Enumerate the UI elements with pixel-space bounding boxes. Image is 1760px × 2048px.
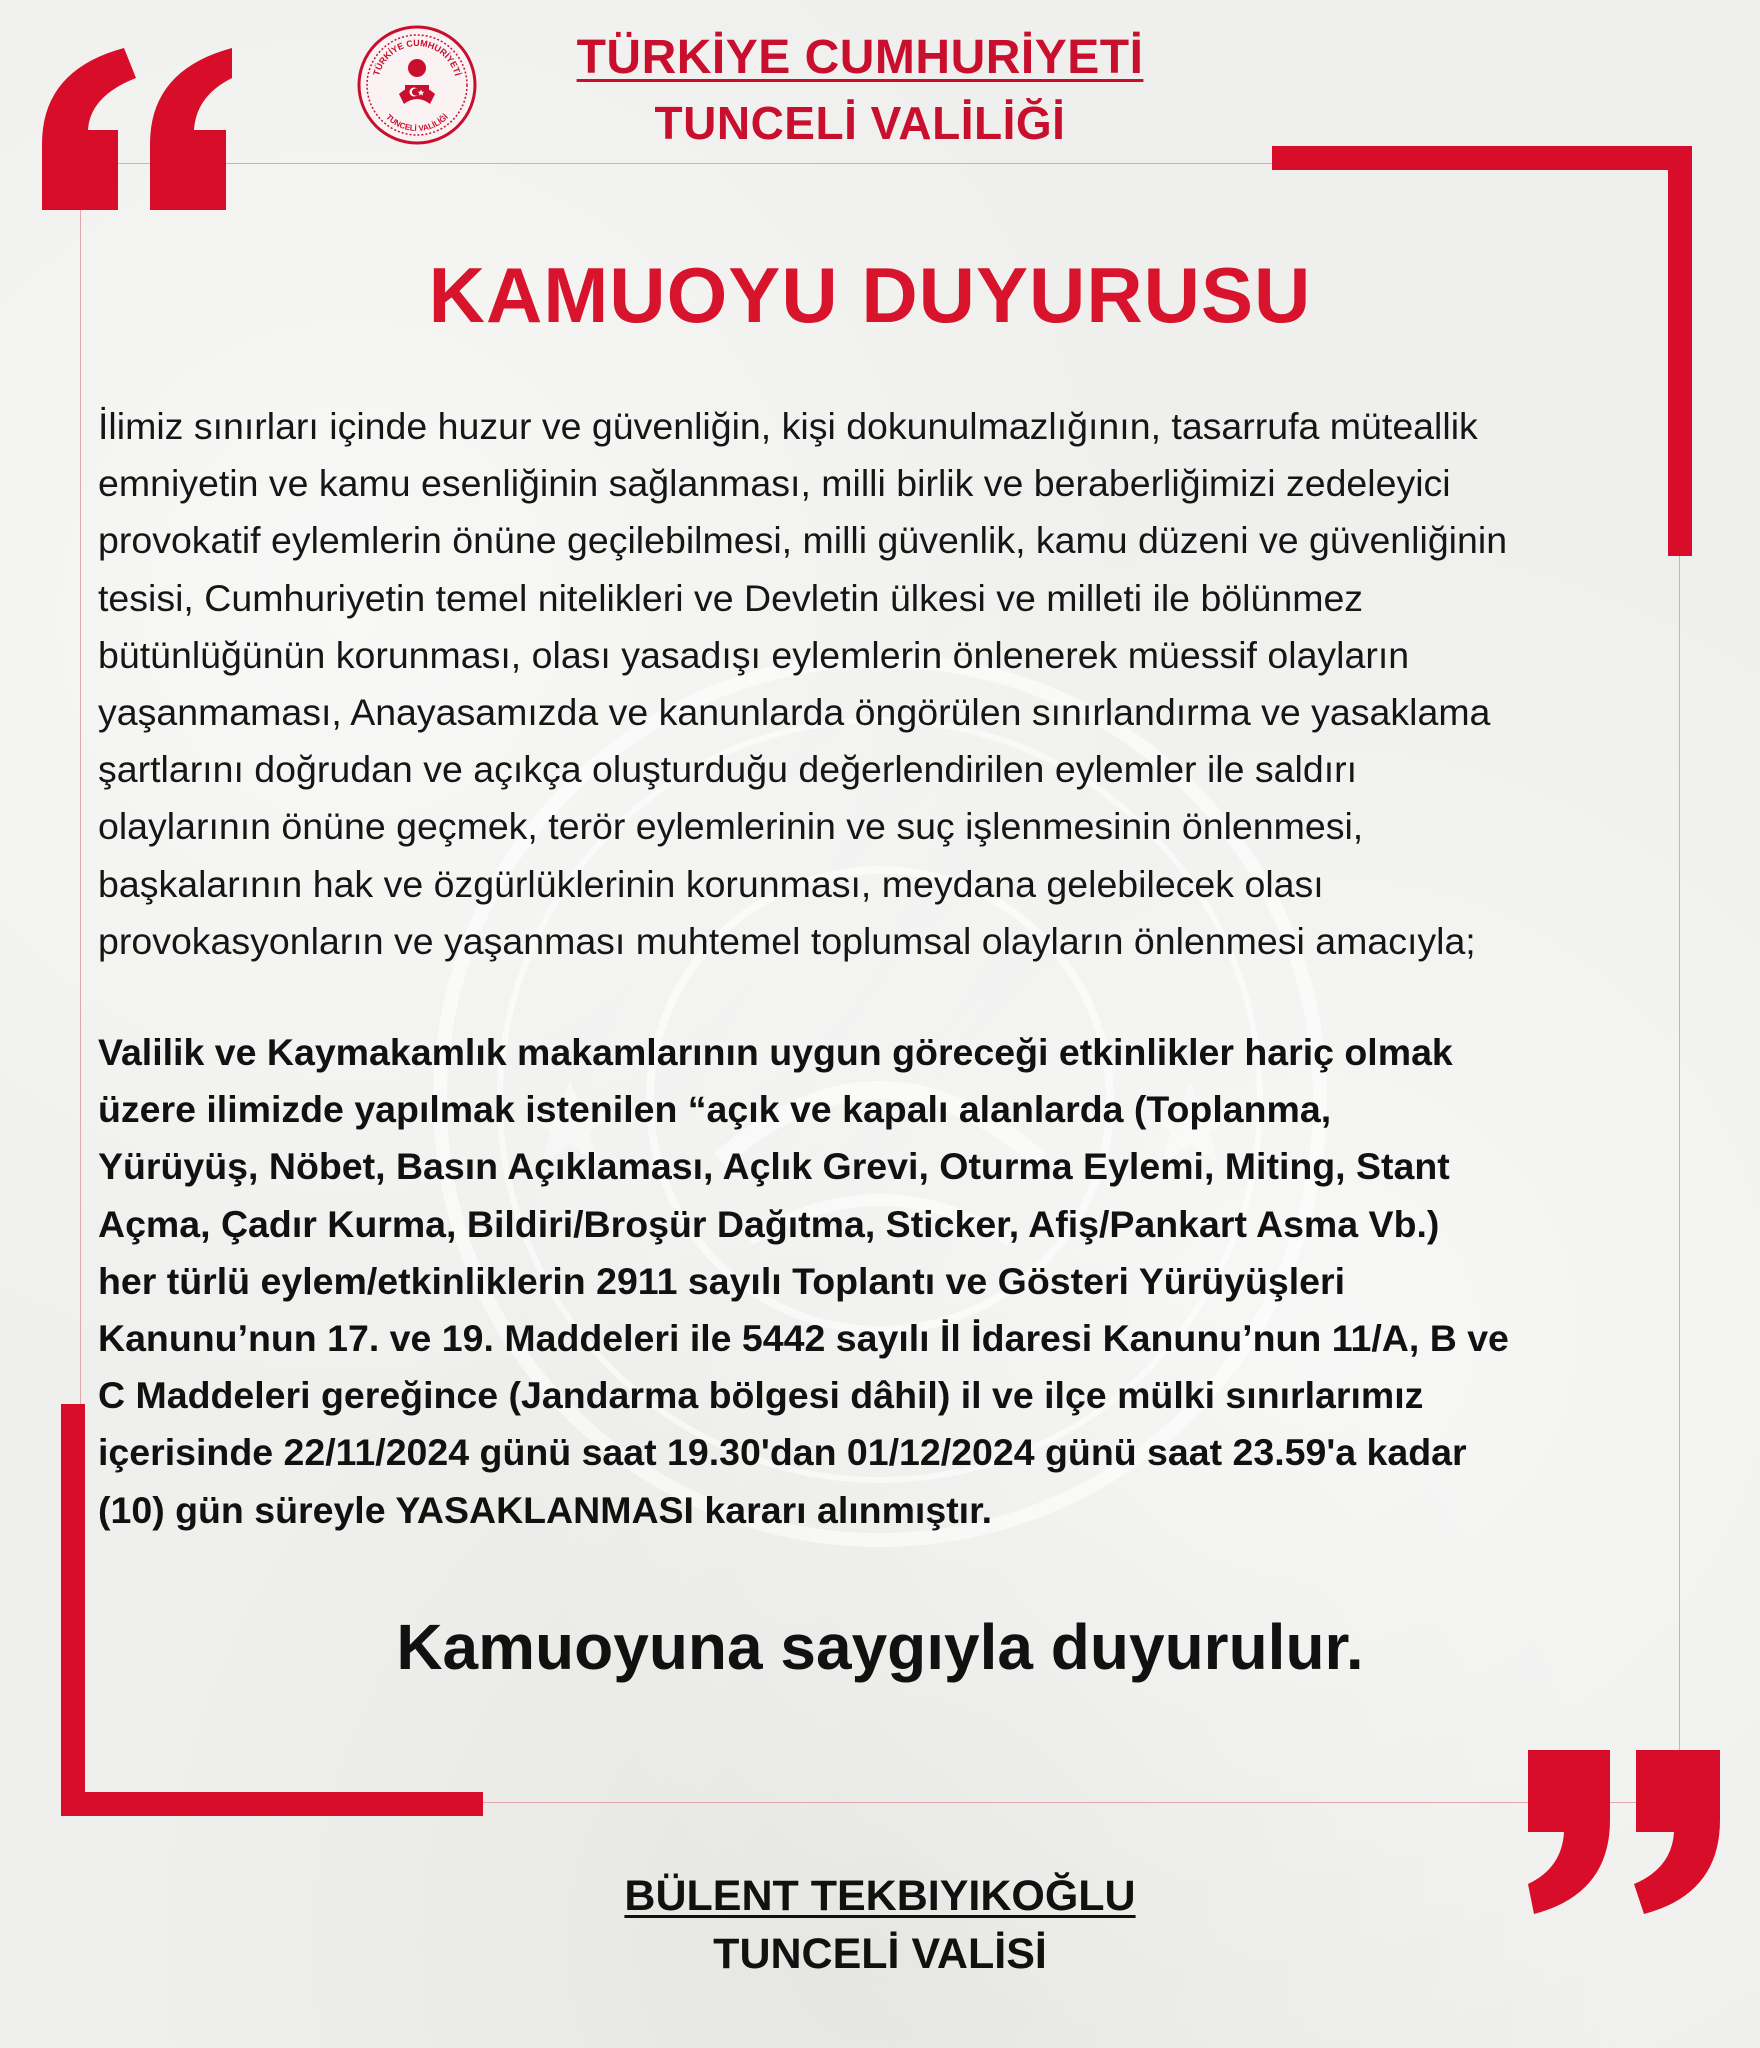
close-quote-icon — [1528, 1750, 1720, 1914]
seal-text-top: TÜRKİYE CUMHURİYETİ — [371, 37, 463, 77]
announcement-title: KAMUOYU DUYURUSU — [428, 251, 1312, 339]
open-quote-icon — [38, 48, 232, 210]
signer-name-text: BÜLENT TEKBIYIKOĞLU — [624, 1872, 1136, 1920]
announcement-paragraph-intro: İlimiz sınırları içinde huzur ve güvenliğin, kişi dokunulmazlığının, tasarrufa müteallik emniyetin ve kamu esenliğinin sağlanması, milli birlik ve beraberliğimizi zedeleyici provokatif eylemlerin önüne geçilebilmesi, milli güvenlik, kamu düzeni ve güvenliğinin tesisi, Cumhuriyetin temel nitelikleri ve Devletin ülkesi ve milleti ile bölünmez bütünlüğünün korunması, olası yasadışı eylemlerin önlenerek müessif olayların yaşanmaması, Anayasamızda ve kanunlarda öngörülen sınırlandırma ve yasaklama şartlarını doğrudan ve açıkça oluşturduğu değerlendirilen eylemler ile saldırı olaylarının önüne geçmek, terör eylemlerinin ve suç işlenmesinin önlenmesi, başkalarının hak ve özgürlüklerinin korunması, meydana gelebilecek olası provokasyonların ve yaşanması muhtemel toplumsal olayların önlenmesi amacıyla; — [98, 405, 1508, 962]
announcement-closing: Kamuoyuna saygıyla duyurulur. — [396, 1611, 1364, 1683]
governorship-seal-icon — [356, 24, 478, 146]
institution-subtitle: TUNCELİ VALİLİĞİ — [654, 97, 1066, 149]
signer-title: TUNCELİ VALİSİ — [713, 1930, 1047, 1978]
seal-text-bottom: TUNCELİ VALİLİĞİ — [384, 112, 450, 134]
announcement-paragraph-decision: Valilik ve Kaymakamlık makamlarının uygun göreceği etkinlikler hariç olmak üzere ilimizde yapılmak istenilen “açık ve kapalı alanlarda (Toplanma, Yürüyüş, Nöbet, Basın Açıklaması, Açlık Grevi, Oturma Eylemi, Miting, Stant Açma, Çadır Kurma, Bildiri/Broşür Dağıtma, Sticker, Afiş/Pankart Asma Vb.) her türlü eylem/etkinliklerin 2911 sayılı Toplantı ve Gösteri Yürüyüşleri Kanunu’nun 17. ve 19. Maddeleri ile 5442 sayılı İl İdaresi Kanunu’nun 11/A, B ve C Maddeleri gereğince (Jandarma bölgesi dâhil) il ve ilçe mülki sınırlarımız içerisinde 22/11/2024 günü saat 19.30'dan 01/12/2024 günü saat 23.59'a kadar (10) gün süreyle YASAKLANMASI kararı alınmıştır. — [98, 1031, 1509, 1531]
signer-name — [520, 1872, 1240, 1921]
institution-title: TÜRKİYE CUMHURİYETİ — [576, 31, 1144, 84]
bottom-left-bracket-horizontal — [61, 1792, 483, 1816]
top-right-bracket-horizontal — [1272, 146, 1692, 170]
